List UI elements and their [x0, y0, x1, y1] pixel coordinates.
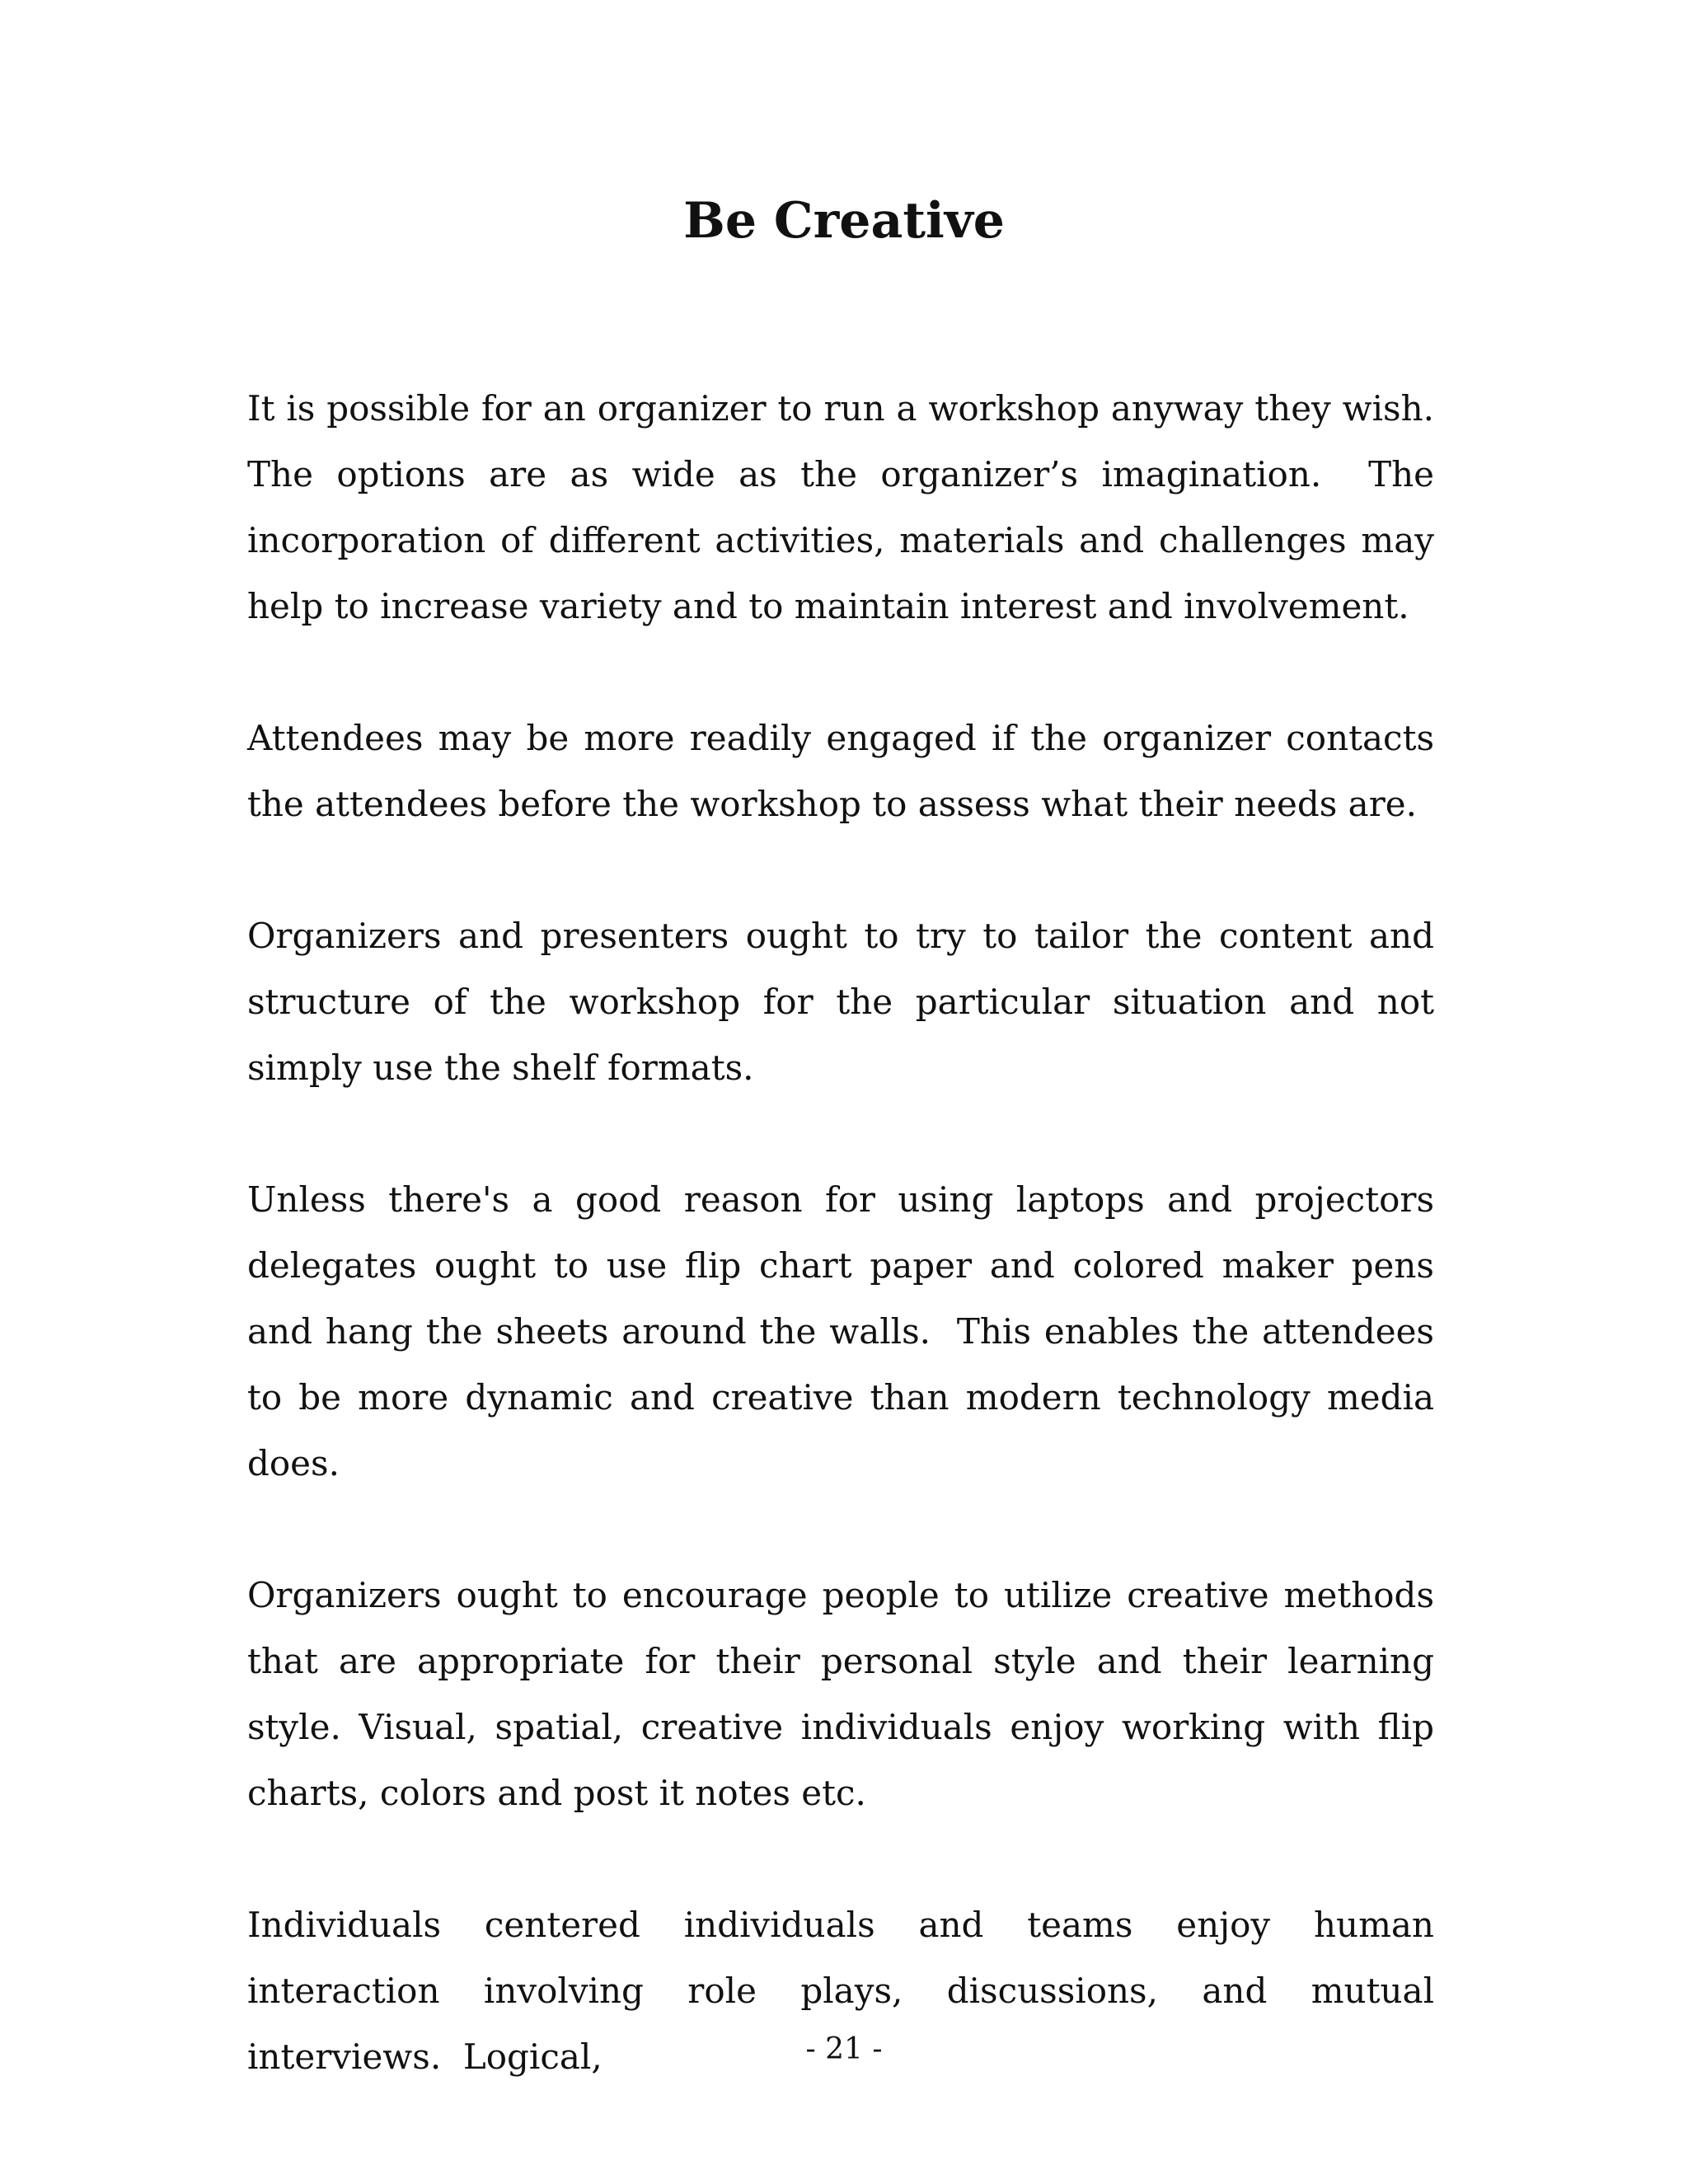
paragraph-2: Attendees may be more readily engaged if the organizer contacts the attendees before the workshop to assess what their needs are.: [247, 718, 1446, 824]
paragraph-1: It is possible for an organizer to run a workshop anyway they wish. The options are as wide as the organizer’s imagination. The incorporation of different activities, materials and challenges may help to increase variety and to maintain interest and involvement.: [247, 388, 1446, 626]
page-number: - 21 -: [805, 2032, 883, 2066]
paragraph-4: Unless there's a good reason for using laptops and projectors delegates ought to use flip chart paper and colored maker pens and hang the sheets around the walls. This enables the attendees to be more dynamic and creative than modern technology media does.: [247, 1179, 1446, 1483]
paragraph-3: Organizers and presenters ought to try to tailor the content and structure of the workshop for the particular situation and not simply use the shelf formats.: [247, 916, 1446, 1088]
body-text: [247, 376, 1446, 2156]
paragraph-5: Organizers ought to encourage people to utilize creative methods that are appropriate for their personal style and their learning style. Visual, spatial, creative individuals enjoy working with flip charts, colors and post it notes etc.: [247, 1575, 1446, 1813]
paragraph-6: Individuals centered individuals and teams enjoy human interaction involving role plays, discussions, and mutual interviews. Logical,: [247, 1905, 1446, 2077]
page-title: Be Creative: [683, 192, 1005, 250]
